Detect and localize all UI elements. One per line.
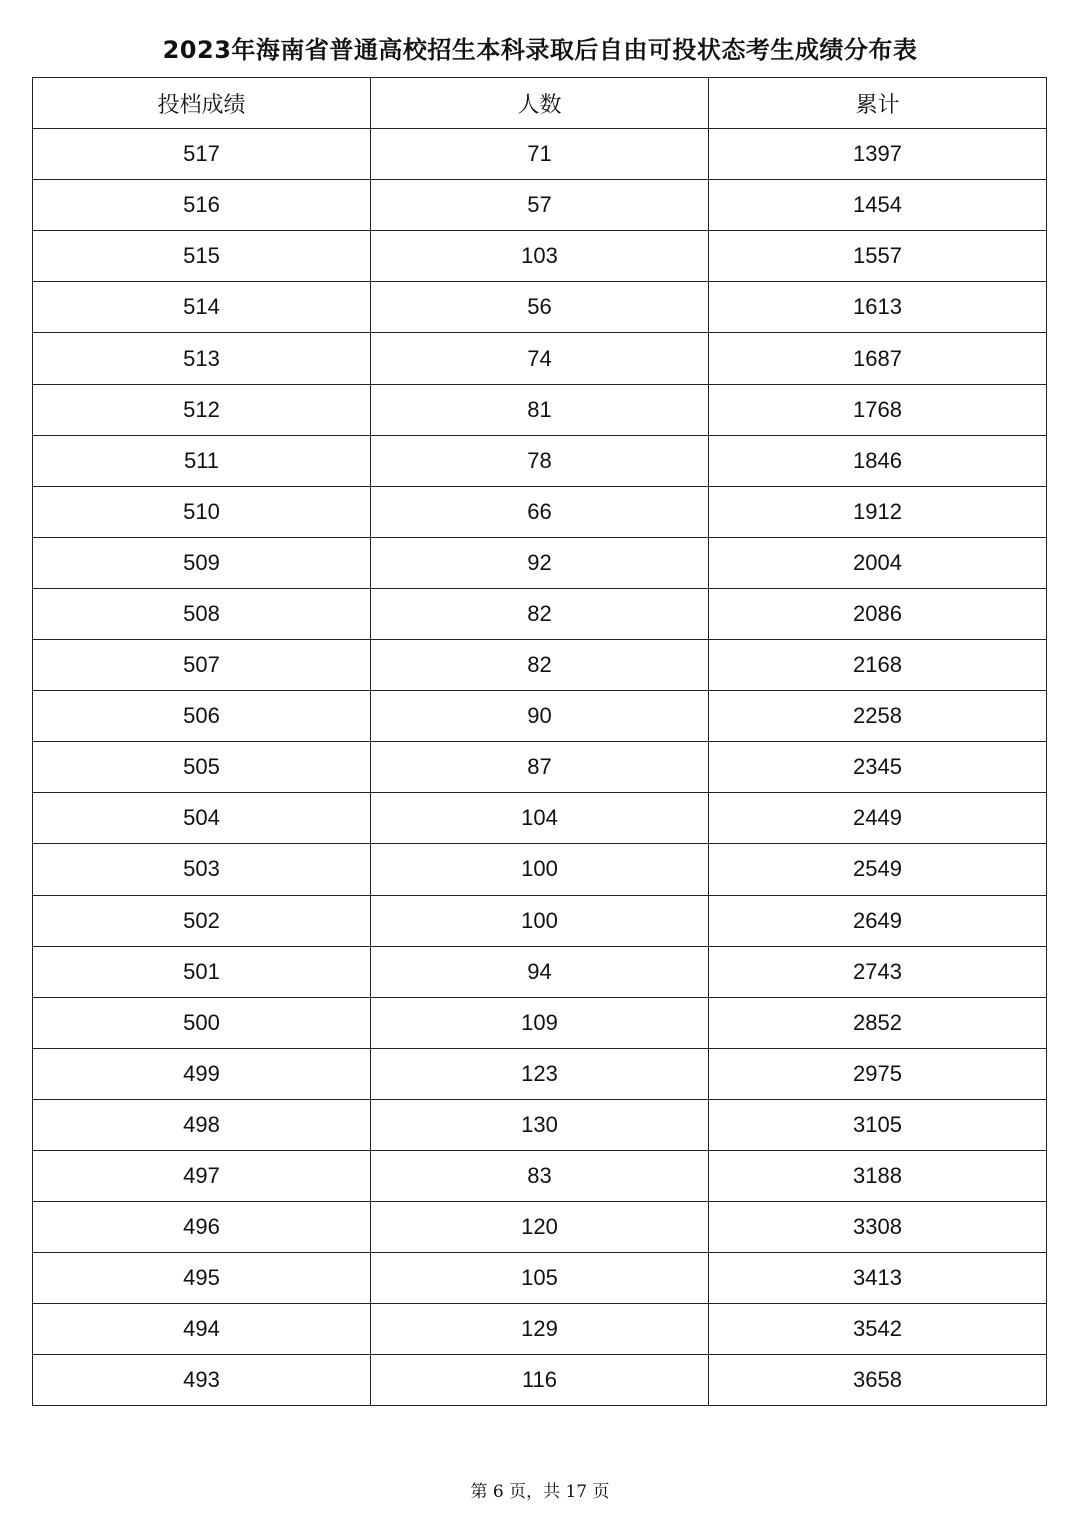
cell-cumulative: 2004 [709,537,1047,588]
table-row [33,129,1047,180]
cell-count: 92 [371,537,709,588]
table-row [33,997,1047,1048]
cell-count: 103 [371,231,709,282]
cell-cumulative: 1846 [709,435,1047,486]
table-row [33,384,1047,435]
table-row [33,742,1047,793]
cell-count: 104 [371,793,709,844]
table-row [33,1253,1047,1304]
table-header-row [33,78,1047,129]
table-row [33,282,1047,333]
cell-cumulative: 2258 [709,691,1047,742]
table-row [33,1099,1047,1150]
cell-count: 81 [371,384,709,435]
cell-score: 500 [33,997,371,1048]
cell-cumulative: 1454 [709,180,1047,231]
table-row [33,231,1047,282]
cell-cumulative: 2086 [709,588,1047,639]
cell-score: 502 [33,895,371,946]
cell-score: 512 [33,384,371,435]
cell-cumulative: 2168 [709,640,1047,691]
cell-score: 517 [33,129,371,180]
header-count: 人数 [371,78,709,129]
cell-cumulative: 3308 [709,1202,1047,1253]
table-row [33,435,1047,486]
cell-score: 506 [33,691,371,742]
cell-count: 66 [371,486,709,537]
table-row [33,1048,1047,1099]
table-row [33,1202,1047,1253]
cell-count: 82 [371,588,709,639]
cell-score: 505 [33,742,371,793]
cell-score: 511 [33,435,371,486]
cell-score: 496 [33,1202,371,1253]
cell-cumulative: 2649 [709,895,1047,946]
header-score: 投档成绩 [33,78,371,129]
cell-count: 109 [371,997,709,1048]
cell-count: 56 [371,282,709,333]
cell-score: 494 [33,1304,371,1355]
table-row [33,537,1047,588]
cell-count: 123 [371,1048,709,1099]
cell-count: 100 [371,844,709,895]
table-row [33,640,1047,691]
cell-cumulative: 2975 [709,1048,1047,1099]
cell-cumulative: 3542 [709,1304,1047,1355]
cell-score: 504 [33,793,371,844]
cell-cumulative: 1768 [709,384,1047,435]
cell-count: 94 [371,946,709,997]
cell-score: 515 [33,231,371,282]
cell-score: 514 [33,282,371,333]
score-distribution-table [32,77,1047,1406]
cell-score: 510 [33,486,371,537]
table-row [33,946,1047,997]
cell-cumulative: 2449 [709,793,1047,844]
cell-count: 82 [371,640,709,691]
cell-score: 509 [33,537,371,588]
cell-score: 507 [33,640,371,691]
cell-cumulative: 1557 [709,231,1047,282]
cell-cumulative: 3413 [709,1253,1047,1304]
cell-score: 513 [33,333,371,384]
table-row [33,793,1047,844]
cell-count: 120 [371,1202,709,1253]
table-row [33,1304,1047,1355]
header-cumulative: 累计 [709,78,1047,129]
cell-cumulative: 1397 [709,129,1047,180]
table-row [33,1150,1047,1201]
table-row [33,486,1047,537]
cell-cumulative: 1613 [709,282,1047,333]
cell-score: 503 [33,844,371,895]
cell-count: 83 [371,1150,709,1201]
cell-count: 100 [371,895,709,946]
cell-count: 129 [371,1304,709,1355]
cell-count: 71 [371,129,709,180]
cell-count: 57 [371,180,709,231]
cell-cumulative: 2852 [709,997,1047,1048]
table-row [33,333,1047,384]
table-row [33,844,1047,895]
cell-score: 499 [33,1048,371,1099]
cell-cumulative: 3105 [709,1099,1047,1150]
table-row [33,588,1047,639]
cell-score: 508 [33,588,371,639]
table-row [33,180,1047,231]
cell-score: 501 [33,946,371,997]
cell-count: 87 [371,742,709,793]
cell-count: 116 [371,1355,709,1406]
cell-cumulative: 1687 [709,333,1047,384]
cell-cumulative: 3658 [709,1355,1047,1406]
cell-cumulative: 2743 [709,946,1047,997]
cell-score: 516 [33,180,371,231]
cell-count: 105 [371,1253,709,1304]
cell-count: 130 [371,1099,709,1150]
cell-count: 90 [371,691,709,742]
page-title: 2023年海南省普通高校招生本科录取后自由可投状态考生成绩分布表 [162,36,918,64]
cell-cumulative: 1912 [709,486,1047,537]
table-row [33,1355,1047,1406]
cell-cumulative: 2549 [709,844,1047,895]
cell-score: 497 [33,1150,371,1201]
table-body [33,129,1047,1406]
cell-score: 495 [33,1253,371,1304]
cell-cumulative: 3188 [709,1150,1047,1201]
cell-score: 498 [33,1099,371,1150]
table-row [33,691,1047,742]
cell-count: 74 [371,333,709,384]
cell-cumulative: 2345 [709,742,1047,793]
page-footer: 第 6 页，共 17 页 [470,1482,610,1502]
table-row [33,895,1047,946]
cell-score: 493 [33,1355,371,1406]
cell-count: 78 [371,435,709,486]
